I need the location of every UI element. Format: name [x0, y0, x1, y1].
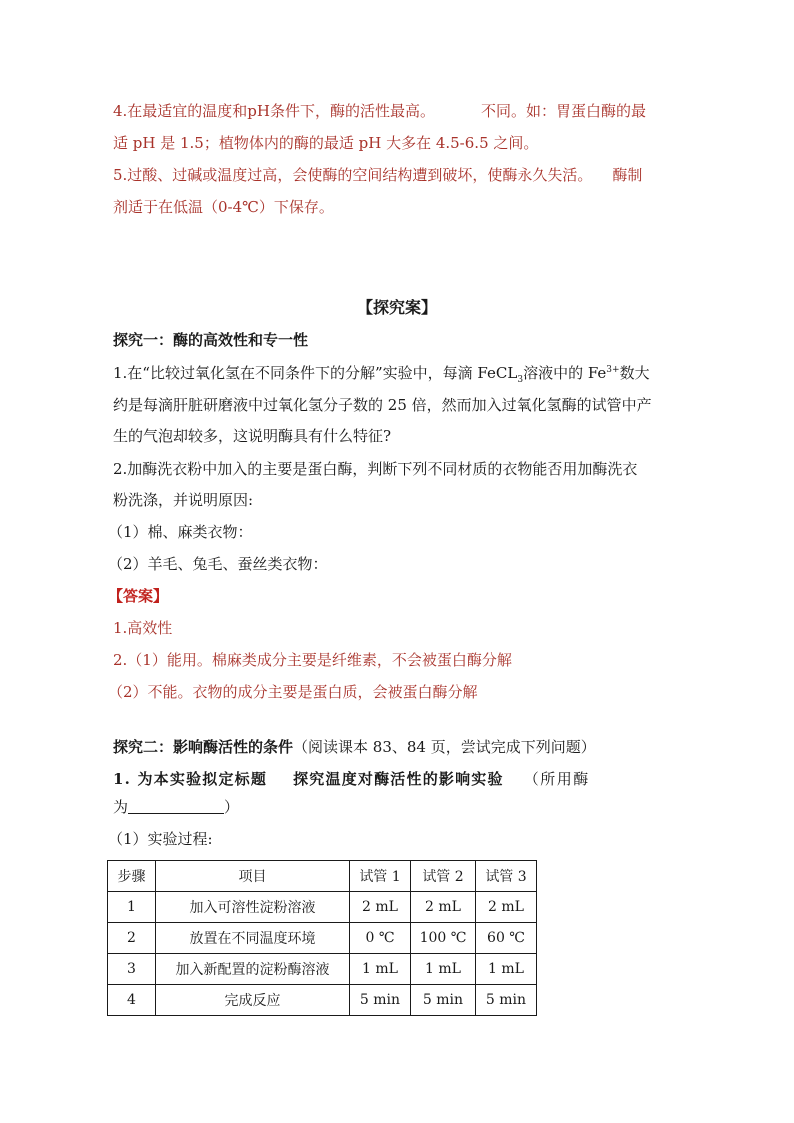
process-label: （1）实验过程:	[108, 830, 213, 848]
explore1-question-1	[113, 363, 650, 383]
explore1-question-2: 2.加酶洗衣粉中加入的主要是蛋白酶，判断下列不同材质的衣物能否用加酶洗衣	[113, 460, 638, 478]
table-cell: 0 ℃	[350, 923, 411, 954]
table-cell: 2	[108, 923, 156, 954]
explore1-heading: 探究一：酶的高效性和专一性	[113, 331, 309, 349]
header-tube-1: 试管 1	[350, 861, 411, 892]
point-5-text-b: 酶制	[612, 166, 643, 184]
table-cell: 4	[108, 985, 156, 1016]
q1-text-c: 数大	[619, 364, 650, 382]
q1-text-b: 溶液中的 Fe	[523, 364, 607, 382]
knowledge-point-5-cont: 剂适于在低温（0-4℃）下保存。	[113, 198, 334, 216]
explore1-question-1-line2: 约是每滴肝脏研磨液中过氧化氢分子数的 25 倍，然而加入过氧化氢酶的试管中产	[113, 396, 652, 414]
question-2-item-2: （2）羊毛、兔毛、蚕丝类衣物：	[108, 555, 328, 573]
explore1-question-2-line2: 粉洗涤，并说明原因:	[113, 491, 254, 509]
answer-2-1: 2.（1）能用。棉麻类成分主要是纤维素，不会被蛋白酶分解	[113, 651, 512, 669]
table-row	[108, 923, 537, 954]
table-cell: 1 mL	[476, 954, 537, 985]
table-cell: 60 ℃	[476, 923, 537, 954]
explore2-heading	[113, 737, 596, 757]
table-cell: 1 mL	[350, 954, 411, 985]
table-cell: 加入新配置的淀粉酶溶液	[156, 954, 350, 985]
table-cell: 5 min	[476, 985, 537, 1016]
answer-label: 【答案】	[108, 587, 169, 605]
knowledge-point-5	[113, 165, 642, 185]
answer-2-2: （2）不能。衣物的成分主要是蛋白质，会被蛋白酶分解	[108, 683, 478, 701]
header-tube-2: 试管 2	[411, 861, 476, 892]
header-item: 项目	[156, 861, 350, 892]
table-cell: 2 mL	[476, 892, 537, 923]
table-row	[108, 892, 537, 923]
table-cell: 放置在不同温度环境	[156, 923, 350, 954]
enzyme-blank[interactable]	[128, 797, 224, 814]
explore2-heading-bold: 探究二：影响酶活性的条件	[113, 738, 294, 756]
q-title-prompt: 1. 为本实验拟定标题	[113, 770, 268, 788]
table-cell: 5 min	[350, 985, 411, 1016]
point-4-text-b: 不同。如：胃蛋白酶的最	[481, 102, 647, 120]
table-cell: 完成反应	[156, 985, 350, 1016]
table-cell: 3	[108, 954, 156, 985]
header-step: 步骤	[108, 861, 156, 892]
table-cell: 100 ℃	[411, 923, 476, 954]
table-cell: 2 mL	[350, 892, 411, 923]
point-4-text-a: 4.在最适宜的温度和pH条件下，酶的活性最高。	[113, 102, 435, 120]
q-enzyme-prompt: （所用酶	[523, 770, 590, 788]
knowledge-point-4-cont: 适 pH 是 1.5；植物体内的酶的最适 pH 大多在 4.5-6.5 之间。	[113, 134, 539, 152]
q1-superscript: 3+	[606, 365, 620, 375]
table-row	[108, 954, 537, 985]
table-cell: 1 mL	[411, 954, 476, 985]
header-tube-3: 试管 3	[476, 861, 537, 892]
table-cell: 5 min	[411, 985, 476, 1016]
question-2-item-1: （1）棉、麻类衣物：	[108, 523, 253, 541]
table-cell: 加入可溶性淀粉溶液	[156, 892, 350, 923]
q-enzyme-prefix: 为	[113, 798, 129, 816]
table-cell: 2 mL	[411, 892, 476, 923]
table-cell: 1	[108, 892, 156, 923]
explore2-question-1	[113, 769, 590, 789]
q-title-answer: 探究温度对酶活性的影响实验	[293, 770, 504, 788]
q1-text-a: 1.在“比较过氧化氢在不同条件下的分解”实验中，每滴 FeCL	[113, 364, 518, 382]
point-5-text-a: 5.过酸、过碱或温度过高，会使酶的空间结构遭到破坏，使酶永久失活。	[113, 166, 593, 184]
q1-subscript: 3	[517, 375, 524, 385]
table-header-row	[108, 861, 537, 892]
experiment-table	[107, 860, 537, 1016]
explore2-question-1-line2	[113, 797, 239, 817]
knowledge-point-4	[113, 101, 646, 121]
answer-1: 1.高效性	[113, 619, 173, 637]
q-enzyme-suffix: ）	[224, 798, 240, 816]
explore1-question-1-line3: 生的气泡却较多，这说明酶具有什么特征?	[113, 427, 392, 445]
section-title: 【探究案】	[356, 298, 437, 317]
explore2-heading-note: （阅读课本 83、84 页，尝试完成下列问题）	[293, 738, 596, 756]
table-row	[108, 985, 537, 1016]
